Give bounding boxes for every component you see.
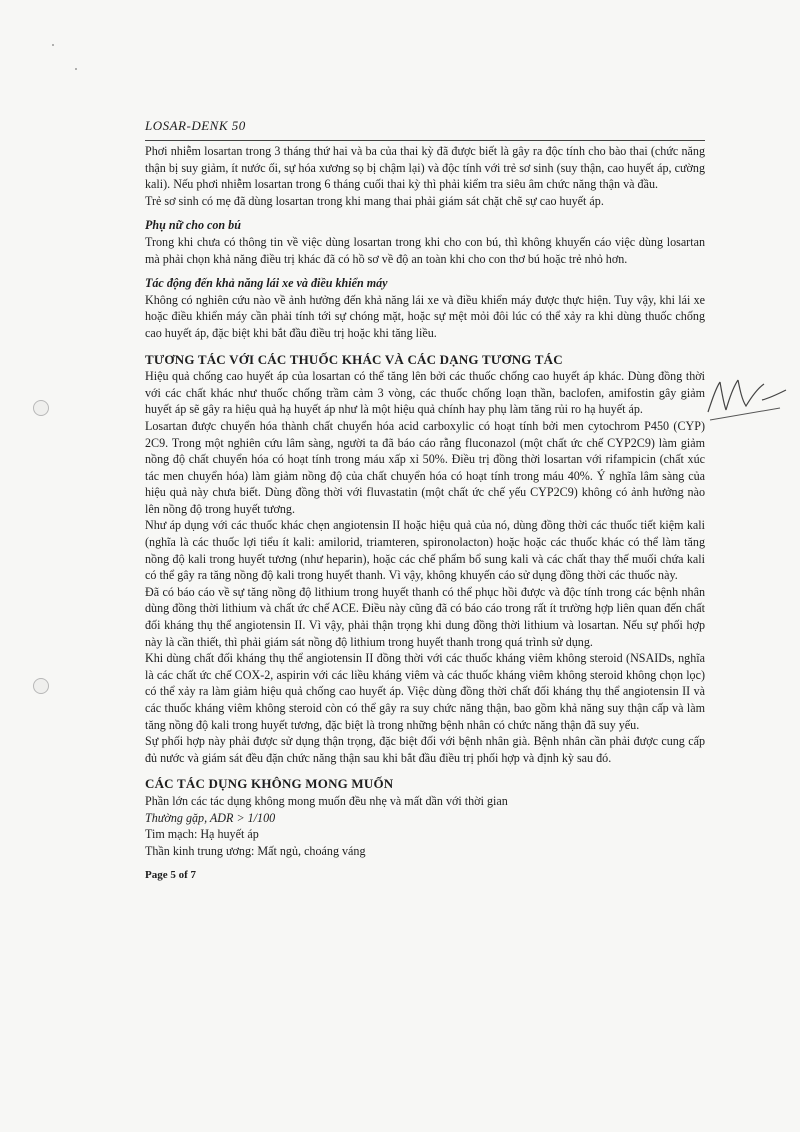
paragraph: Đã có báo cáo về sự tăng nồng độ lithium trong huyết thanh có thể phục hồi được và độc tính trong các bệnh nhân dùng đồng thời lithium và chất ức chế ACE. Điều này cũng đã có báo cáo trong rất ít trường hợp liên quan đến chất đối kháng thụ thể angiotensin II. Vì vậy, phải thận trọng khi dung đồng thời lithium và losartan. Nếu sự phối hợp này là cần thiết, thì phải giám sát nồng độ lithium trong huyết thanh trong quá trình sử dụng. — [145, 584, 705, 649]
paragraph: Phần lớn các tác dụng không mong muốn đều nhẹ và mất dần với thời gian — [145, 793, 508, 808]
paragraph: Trong khi chưa có thông tin về việc dùng losartan trong khi cho con bú, thì không khuyến cáo việc dùng losartan mà phải chọn khả năng điều trị khác đã có hồ sơ về độ an toàn khi cho con thơ bú hoặc trẻ nhỏ hơn. — [145, 234, 705, 266]
scan-speck — [75, 68, 77, 70]
page-content — [145, 118, 705, 881]
handwritten-signature — [700, 360, 790, 430]
sub-heading: Phụ nữ cho con bú — [145, 218, 241, 233]
sub-heading: Tác động đến khả năng lái xe và điều khiển máy — [145, 276, 388, 291]
paragraph: Phơi nhiễm losartan trong 3 tháng thứ hai và ba của thai kỳ đã được biết là gây ra độc tính cho bào thai (chức năng thận bị suy giảm, ít nước ối, sự hóa xương sọ bị chậm lại) và độc tính với trẻ sơ sinh (suy thận, cao huyết áp, cường kali). Nếu phơi nhiễm losartan trong 6 tháng cuối thai kỳ thì phải kiểm tra siêu âm chức năng thận và đầu. — [145, 144, 705, 192]
document-body — [145, 143, 705, 859]
paragraph: Losartan được chuyển hóa thành chất chuyển hóa acid carboxylic có hoạt tính bởi men cytochrom P450 (CYP) 2C9. Trong một nghiên cứu lâm sàng, người ta đã báo cáo rằng fluconazol (một chất ức chế CYP2C9) làm giảm nồng độ chất chuyển hóa có hoạt tính trong máu xấp xỉ 50%. Điều trị đồng thời losartan với rifampicin (chất xúc tác men chuyển hóa) làm giảm nồng độ của chất chuyển hóa có hoạt tính trong máu 40%. Ý nghĩa lâm sàng của hiệu quả này chưa biết. Dùng đồng thời với fluvastatin (một chất ức chế yếu CYP2C9) không có ảnh hưởng nào lên nồng độ trong huyết tương. — [145, 418, 705, 516]
paragraph: Tim mạch: Hạ huyết áp — [145, 827, 259, 842]
page-number: Page 5 of 7 — [145, 869, 197, 882]
document-header: LOSAR-DENK 50 — [145, 118, 705, 141]
paragraph: Khi dùng chất đối kháng thụ thể angiotensin II đồng thời với các thuốc kháng viêm không steroid (NSAIDs, nghĩa là các chất ức chế COX-2, aspirin với các liều kháng viêm và các thuốc kháng viêm không steroid không chọn lọc) có thể xảy ra làm giảm hiệu quả chống cao huyết áp. Việc dùng đồng thời chất đối kháng thụ thể angiotensin II và các thuốc kháng viêm không steroid còn có thể gây ra suy chức năng thận, bao gồm khả năng suy thận cấp và làm tăng nồng độ kali trong huyết tương, đặc biệt là trong những bệnh nhân có chức năng thận đã suy yếu. — [145, 651, 705, 732]
paragraph: Không có nghiên cứu nào về ảnh hưởng đến khả năng lái xe và điều khiển máy được thực hiện. Tuy vậy, khi lái xe hoặc điều khiển máy cần phải tính tới sự chóng mặt, hoặc sự mệt mỏi đôi lúc có thể xảy ra khi dùng thuốc chống cao huyết áp, đặc biệt khi bắt đầu điều trị hoặc khi tăng liều. — [145, 292, 705, 340]
paragraph: Thần kinh trung ương: Mất ngủ, choáng váng — [145, 843, 366, 858]
punch-hole-top — [33, 400, 49, 416]
section-heading: TƯƠNG TÁC VỚI CÁC THUỐC KHÁC VÀ CÁC DẠNG TƯƠNG TÁC — [145, 351, 563, 367]
scan-speck — [52, 44, 54, 46]
paragraph: Trẻ sơ sinh có mẹ đã dùng losartan trong khi mang thai phải giám sát chặt chẽ sự cao huyết áp. — [145, 193, 604, 208]
frequency-label: Thường gặp, ADR > 1/100 — [145, 810, 276, 825]
paragraph: Hiệu quả chống cao huyết áp của losartan có thể tăng lên bởi các thuốc chống cao huyết áp khác. Dùng đồng thời với các chất khác như thuốc chống trầm cảm 3 vòng, các thuốc chống loạn thần, baclofen, amifostin gây giảm huyết áp sẽ gây ra hiệu quả hạ huyết áp như là một hiệu quả chính hay phụ làm tăng rủi ro hạ huyết áp. — [145, 369, 705, 417]
punch-hole-bottom — [33, 678, 49, 694]
paragraph: Như áp dụng với các thuốc khác chẹn angiotensin II hoặc hiệu quả của nó, dùng đồng thời các thuốc tiết kiệm kali (nghĩa là các thuốc lợi tiểu ít kali: amilorid, triamteren, spironolacton) hoặc hoặc các thuốc khác có thể làm tăng nồng độ kali trong huyết tương (như heparin), hoặc các chế phẩm bổ sung kali và các chất thay thế muối chứa kali có thể gây ra tăng nồng độ kali trong huyết thanh. Vì vậy, không khuyến cáo sử dụng đồng thời các thuốc này. — [145, 518, 705, 583]
section-heading: CÁC TÁC DỤNG KHÔNG MONG MUỐN — [145, 776, 394, 792]
paragraph: Sự phối hợp này phải được sử dụng thận trọng, đặc biệt đối với bệnh nhân già. Bệnh nhân cần phải được cung cấp đủ nước và giám sát đều đặn chức năng thận sau khi bắt đầu điều trị phối hợp và định kỳ sau đó. — [145, 734, 705, 765]
